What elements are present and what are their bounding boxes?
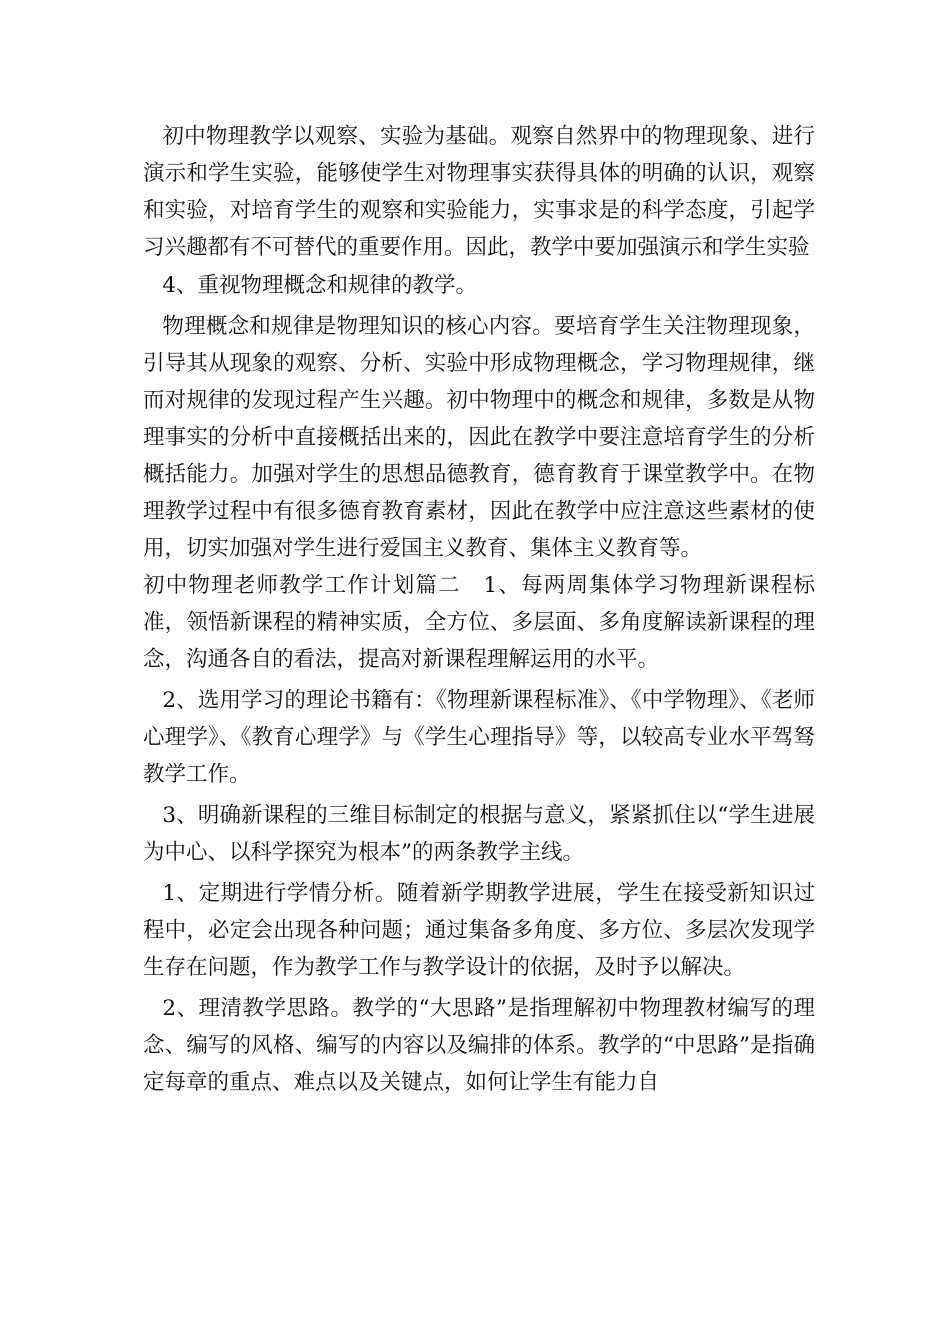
paragraph-concepts-laws: 物理概念和规律是物理知识的核心内容。要培育学生关注物理现象，引导其从现象的观察、分析、实验中形成物理概念，学习物理规律，继而对规律的发现过程产生兴趣。初中物理中的概念和规律，多数是从物理事实的分析中直接概括出来的，因此在教学中要注意培育学生的分析概括能力。加强对学生的思想品德教育，德育教育于课堂教学中。在物理教学过程中有很多德育教育素材，因此在教学中应注意这些素材的使用，切实加强对学生进行爱国主义教育、集体主义教育等。 <box>143 314 815 561</box>
paragraph-theory-books: 2、选用学习的理论书籍有：《物理新课程标准》、《中学物理》、《老师心理学》、《教育心理学》与《学生心理指导》等，以较高专业水平驾驽教学工作。 <box>143 688 815 787</box>
paragraph-teaching-ideas: 2、理清教学思路。教学的“大思路”是指理解初中物理教材编写的理念、编写的风格、编写的内容以及编排的体系。教学的“中思路”是指确定每章的重点、难点以及关键点，如何让学生有能力自 <box>143 996 815 1095</box>
paragraph-observation-experiment: 初中物理教学以观察、实验为基础。观察自然界中的物理现象、进行演示和学生实验，能够使学生对物理事实获得具体的明确的认识，观察和实验，对培育学生的观察和实验能力，实事求是的科学态度，引起学习兴趣都有不可替代的重要作用。因此，教学中要加强演示和学生实验 <box>143 124 815 260</box>
document-body <box>143 118 815 1101</box>
paragraph-plan-part-two: 初中物理老师教学工作计划篇二 1、每两周集体学习物理新课程标准，领悟新课程的精神实质，全方位、多层面、多角度解读新课程的理念，沟通各自的看法，提高对新课程理解运用的水平。 <box>143 573 815 672</box>
paragraph-heading-4: 4、重视物理概念和规律的教学。 <box>162 273 478 298</box>
paragraph-learning-analysis: 1、定期进行学情分析。随着新学期教学进展，学生在接受新知识过程中，必定会出现各种问题；通过集备多角度、多方位、多层次发现学生存在问题，作为教学工作与教学设计的依据，及时予以解决。 <box>143 881 815 980</box>
paragraph-three-dimensional-goals: 3、明确新课程的三维目标制定的根据与意义，紧紧抓住以“学生进展为中心、以科学探究为根本”的两条教学主线。 <box>143 803 815 865</box>
